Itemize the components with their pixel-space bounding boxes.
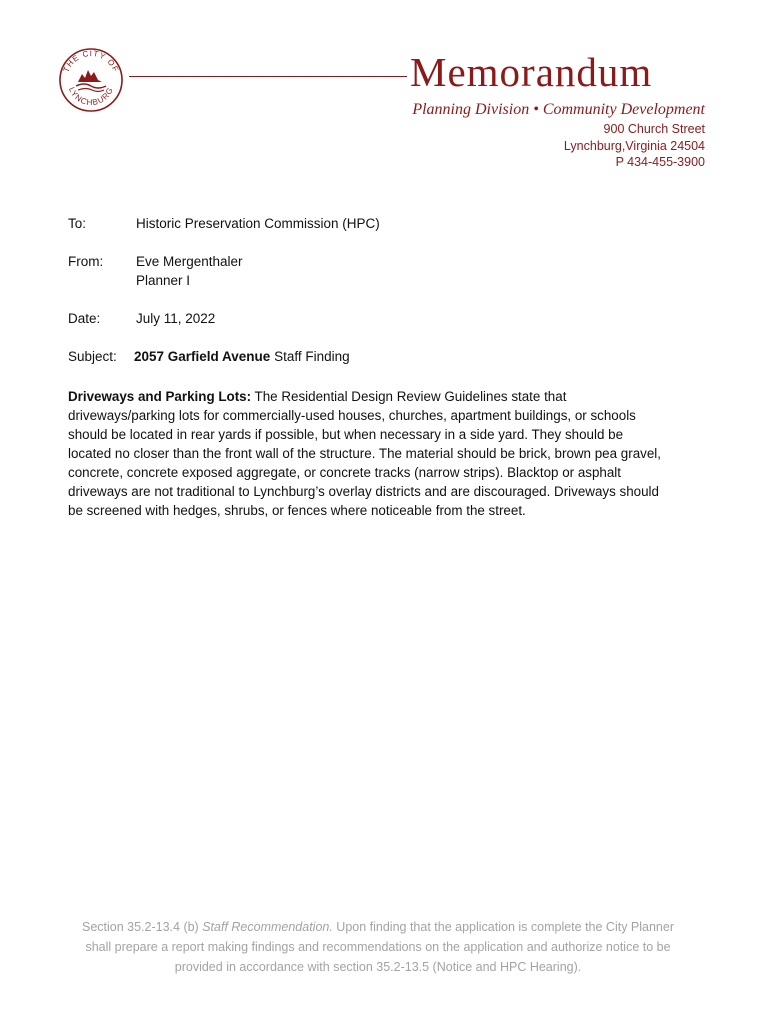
to-label: To: <box>68 216 87 231</box>
body-heading: Driveways and Parking Lots: <box>68 389 252 404</box>
from-name: Eve Mergenthaler <box>136 254 243 269</box>
subject-address: 2057 Garfield Avenue <box>134 349 271 364</box>
address-city: Lynchburg,Virginia 24504 <box>563 139 705 153</box>
body-text: The Residential Design Review Guidelines state that driveways/parking lots for commercially-used houses, churches, apartment buildings, or schools should be located in rear yards if possible, but when necessary in a side yard. They should be located no closer than the front wall of the structure. The material should be brick, brown pea gravel, concrete, concrete exposed aggregate, or concrete tracks (narrow strips). Blacktop or asphalt driveways are not traditional to Lynchburg’s overlay districts and are discouraged. Driveways should be screened with hedges, shrubs, or fences where noticeable from the street. <box>68 389 661 518</box>
header-rule <box>129 76 407 77</box>
from-label: From: <box>68 254 104 269</box>
address-street: 900 Church Street <box>603 122 705 136</box>
subject-label: Subject: <box>68 349 117 364</box>
footer-note <box>68 917 688 977</box>
address-phone: P 434-455-3900 <box>615 155 705 169</box>
footer-italic: Staff Recommendation. <box>202 920 333 934</box>
to-value: Historic Preservation Commission (HPC) <box>136 216 380 231</box>
body-paragraph <box>68 387 668 520</box>
division-subtitle: Planning Division • Community Development <box>412 101 705 118</box>
subject-value <box>134 349 350 364</box>
footer-text: Upon finding that the application is complete the City Planner shall prepare a report making findings and recommendations on the application and authorize notice to be provided in accordance with section 35.2-13.5 (Notice and HPC Hearing). <box>85 920 675 974</box>
svg-text:THE CITY OF: THE CITY OF <box>61 48 121 74</box>
date-label: Date: <box>68 311 101 326</box>
subject-rest: Staff Finding <box>270 349 350 364</box>
svg-text:LYNCHBURG: LYNCHBURG <box>66 85 116 108</box>
footer-prefix: Section 35.2-13.4 (b) <box>81 920 203 934</box>
from-title: Planner I <box>136 273 191 288</box>
memo-title: Memorandum <box>410 49 653 95</box>
date-value: July 11, 2022 <box>136 311 216 326</box>
city-seal-logo <box>58 42 124 114</box>
